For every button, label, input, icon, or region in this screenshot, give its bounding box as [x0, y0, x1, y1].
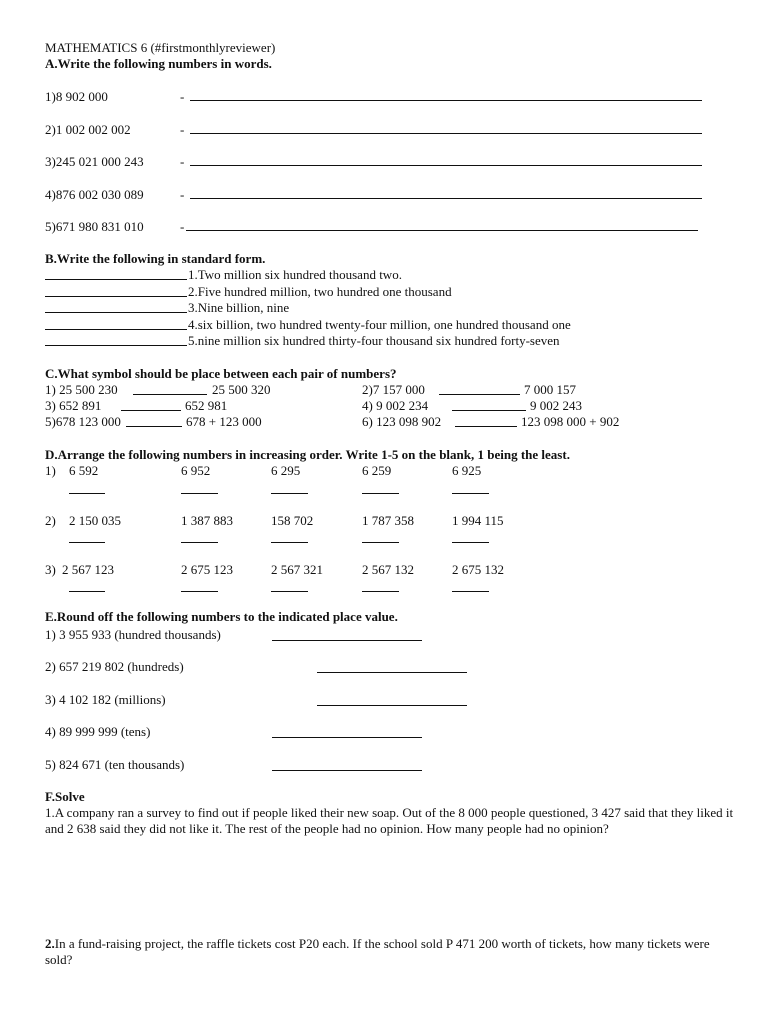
solve-problem-1: 1.A company ran a survey to find out if people liked their new soap. Out of the 8 000 people questioned, 3 427 said that they liked it and 2 638 said they did not like it. The rest of the people had no opinion. How many people had no opinion?	[45, 805, 734, 836]
section-f-title: F.Solve	[45, 789, 85, 804]
section-a-dash-2: -	[180, 122, 185, 137]
section-c-item-2-left: 2)7 157 000	[362, 382, 425, 397]
round-blank-e5[interactable]	[272, 770, 422, 771]
symbol-blank-c1[interactable]	[133, 394, 207, 395]
section-d-row-3-number: 2 567 123	[62, 562, 114, 577]
order-blank[interactable]	[181, 493, 218, 494]
section-e-item-3: 3) 4 102 182 (millions)	[45, 692, 166, 707]
section-a-item-2: 2)1 002 002 002	[45, 122, 131, 137]
answer-blank-a2[interactable]	[190, 133, 702, 134]
symbol-blank-c6[interactable]	[455, 426, 517, 427]
section-d-row-1-number: 6 259	[362, 463, 392, 478]
section-e-title: E.Round off the following numbers to the indicated place value.	[45, 609, 398, 624]
section-d-row-3-label: 3)	[45, 562, 56, 577]
section-c-item-3-right: 652 981	[185, 398, 228, 413]
symbol-blank-c5[interactable]	[126, 426, 182, 427]
section-d-row-2-number: 1 787 358	[362, 513, 414, 528]
section-d-row-2-label: 2)	[45, 513, 56, 528]
order-blank[interactable]	[362, 542, 399, 543]
section-b-item-3: 3.Nine billion, nine	[188, 300, 290, 315]
answer-blank-a1[interactable]	[190, 100, 702, 101]
page-title: MATHEMATICS 6 (#firstmonthlyreviewer)	[45, 40, 276, 55]
section-a-dash-5: -	[180, 219, 185, 234]
answer-blank-a4[interactable]	[190, 198, 702, 199]
section-d-row-2-number: 1 994 115	[452, 513, 504, 528]
order-blank[interactable]	[452, 542, 489, 543]
section-b-title: B.Write the following in standard form.	[45, 251, 266, 266]
round-blank-e1[interactable]	[272, 640, 422, 641]
section-e-item-5: 5) 824 671 (ten thousands)	[45, 757, 185, 772]
order-blank[interactable]	[181, 542, 218, 543]
answer-blank-b3[interactable]	[45, 312, 187, 313]
section-d-row-3-number: 2 567 132	[362, 562, 414, 577]
section-d-row-1-number: 6 925	[452, 463, 482, 478]
section-d-row-3-number: 2 675 132	[452, 562, 504, 577]
order-blank[interactable]	[362, 591, 399, 592]
section-d-row-1-number: 6 295	[271, 463, 301, 478]
section-c-title: C.What symbol should be place between each pair of numbers?	[45, 366, 397, 381]
order-blank[interactable]	[271, 493, 308, 494]
symbol-blank-c4[interactable]	[452, 410, 526, 411]
section-b-item-4: 4.six billion, two hundred twenty-four million, one hundred thousand one	[188, 317, 571, 332]
order-blank[interactable]	[69, 542, 105, 543]
section-c-item-1-left: 1) 25 500 230	[45, 382, 118, 397]
symbol-blank-c2[interactable]	[439, 394, 520, 395]
section-c-item-6-left: 6) 123 098 902	[362, 414, 442, 429]
section-c-item-6-right: 123 098 000 + 902	[521, 414, 620, 429]
answer-blank-b1[interactable]	[45, 279, 187, 280]
section-c-item-3-left: 3) 652 891	[45, 398, 102, 413]
section-a-item-1: 1)8 902 000	[45, 89, 108, 104]
section-d-row-1-label: 1)	[45, 463, 56, 478]
section-b-item-2: 2.Five hundred million, two hundred one thousand	[188, 284, 452, 299]
section-a-item-5: 5)671 980 831 010	[45, 219, 144, 234]
order-blank[interactable]	[452, 493, 489, 494]
answer-blank-b5[interactable]	[45, 345, 187, 346]
round-blank-e4[interactable]	[272, 737, 422, 738]
section-d-row-3-number: 2 567 321	[271, 562, 323, 577]
round-blank-e2[interactable]	[317, 672, 467, 673]
section-d-row-1-number: 6 592	[69, 463, 99, 478]
section-d-row-2-number: 1 387 883	[181, 513, 233, 528]
section-c-item-4-right: 9 002 243	[530, 398, 582, 413]
section-c-item-4-left: 4) 9 002 234	[362, 398, 429, 413]
section-a-dash-3: -	[180, 154, 185, 169]
section-e-item-1: 1) 3 955 933 (hundred thousands)	[45, 627, 221, 642]
answer-blank-a5[interactable]	[186, 230, 698, 231]
order-blank[interactable]	[362, 493, 399, 494]
section-a-item-3: 3)245 021 000 243	[45, 154, 144, 169]
section-d-row-3-number: 2 675 123	[181, 562, 233, 577]
section-a-dash-4: -	[180, 187, 185, 202]
answer-blank-b2[interactable]	[45, 296, 187, 297]
symbol-blank-c3[interactable]	[121, 410, 181, 411]
section-a-item-4: 4)876 002 030 089	[45, 187, 144, 202]
order-blank[interactable]	[271, 542, 308, 543]
answer-blank-b4[interactable]	[45, 329, 187, 330]
answer-blank-a3[interactable]	[190, 165, 702, 166]
section-d-row-2-number: 158 702	[271, 513, 314, 528]
section-b-item-1: 1.Two million six hundred thousand two.	[188, 267, 402, 282]
order-blank[interactable]	[69, 493, 105, 494]
order-blank[interactable]	[181, 591, 218, 592]
order-blank[interactable]	[452, 591, 489, 592]
solve-problem-2	[45, 936, 735, 968]
order-blank[interactable]	[69, 591, 105, 592]
section-d-row-1-number: 6 952	[181, 463, 211, 478]
section-a-dash-1: -	[180, 89, 185, 104]
section-d-title: D.Arrange the following numbers in increasing order. Write 1-5 on the blank, 1 being the least.	[45, 447, 570, 462]
section-a-title: A.Write the following numbers in words.	[45, 56, 272, 71]
solve-problem-2-number: 2.	[45, 936, 55, 951]
section-e-item-4: 4) 89 999 999 (tens)	[45, 724, 151, 739]
section-e-item-2: 2) 657 219 802 (hundreds)	[45, 659, 184, 674]
order-blank[interactable]	[271, 591, 308, 592]
section-d-row-2-number: 2 150 035	[69, 513, 121, 528]
section-b-item-5: 5.nine million six hundred thirty-four thousand six hundred forty-seven	[188, 333, 560, 348]
section-c-item-5-left: 5)678 123 000	[45, 414, 121, 429]
section-c-item-2-right: 7 000 157	[524, 382, 576, 397]
solve-problem-2-text: In a fund-raising project, the raffle tickets cost P20 each. If the school sold P 471 200 worth of tickets, how many tickets were sold?	[45, 936, 710, 967]
section-c-item-1-right: 25 500 320	[212, 382, 271, 397]
round-blank-e3[interactable]	[317, 705, 467, 706]
section-c-item-5-right: 678 + 123 000	[186, 414, 262, 429]
